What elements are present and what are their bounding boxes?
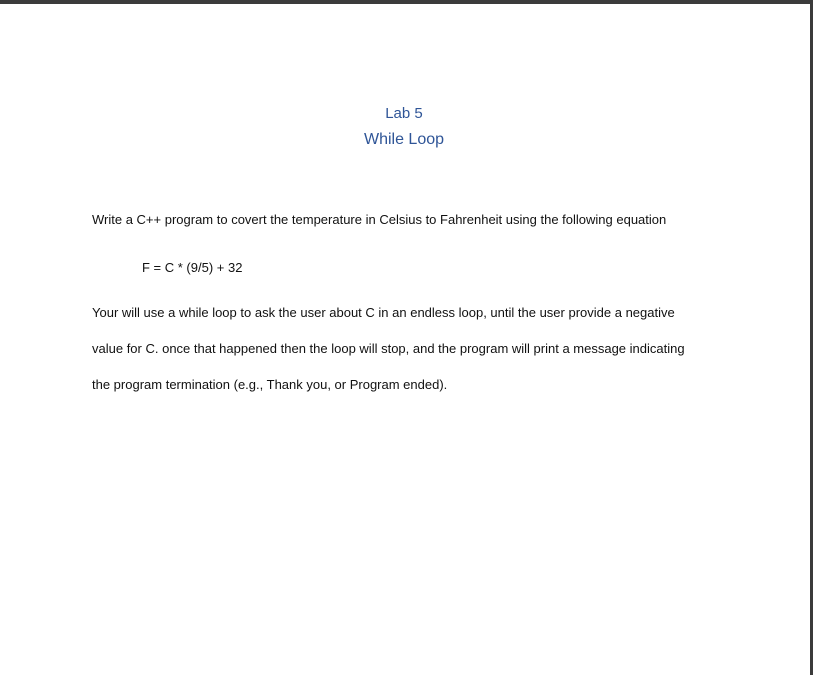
- lab-subtitle: While Loop: [363, 131, 445, 148]
- instruction-text: Write a C++ program to covert the temperature in Celsius to Fahrenheit using the following equation: [92, 212, 667, 227]
- paragraph-line: the program termination (e.g., Thank you, or Program ended).: [92, 377, 448, 392]
- document-page: [0, 4, 810, 675]
- paragraph-line: value for C. once that happened then the loop will stop, and the program will print a message indicating: [92, 341, 685, 356]
- conversion-equation: F = C * (9/5) + 32: [142, 260, 243, 275]
- paragraph-line: Your will use a while loop to ask the user about C in an endless loop, until the user provide a negative: [92, 305, 675, 320]
- lab-title: Lab 5: [385, 105, 423, 122]
